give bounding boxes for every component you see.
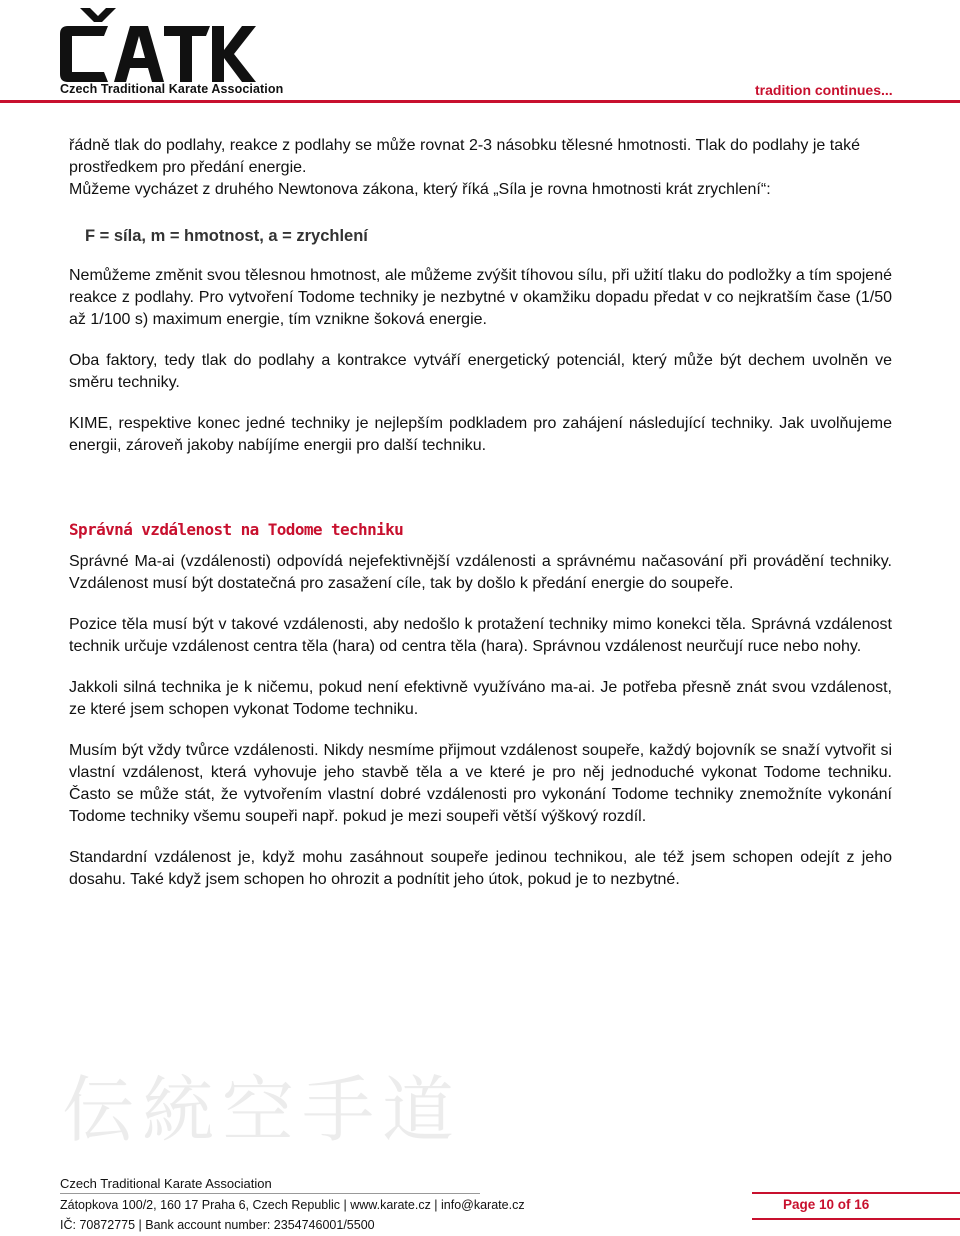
- logo-text: Czech Traditional Karate Association: [60, 82, 284, 96]
- page-box-top-rule: [752, 1192, 960, 1194]
- paragraph: řádně tlak do podlahy, reakce z podlahy se může rovnat 2-3 násobku tělesné hmotnosti. Tlak do podlahy je také prostředkem pro předání energie.: [69, 137, 860, 176]
- paragraph: Standardní vzdálenost je, když mohu zasáhnout soupeře jedinou technikou, ale též jsem schopen odejít z jeho dosahu. Také když jsem schopen ho ohrozit a podnítit jeho útok, pokud je to nezbytné.: [69, 849, 892, 888]
- section-title: Správná vzdálenost na Todome techniku: [69, 520, 404, 539]
- paragraph: Nemůžeme změnit svou tělesnou hmotnost, ale můžeme zvýšit tíhovou sílu, při užití tlaku do podložky a tím spojené reakce z podlahy. Pro vytvoření Todome techniky je nezbytné v okamžiku dopadu předat v co nejkratším čase (1/50 až 1/100 s) maximum energie, tím vznikne šoková energie.: [69, 267, 892, 328]
- paragraph: Pozice těla musí být v takové vzdálenosti, aby nedošlo k protažení techniky mimo konekci těla. Správná vzdálenost technik určuje vzdálenost centra těla (hara) od centra těla (hara). Správnou vzdálenost neurčují ruce nebo nohy.: [69, 616, 892, 655]
- page-number: Page 10 of 16: [783, 1197, 870, 1212]
- formula-line: F = síla, m = hmotnost, a = zrychlení: [85, 227, 368, 245]
- document-body: [69, 135, 892, 891]
- paragraph: Musím být vždy tvůrce vzdálenosti. Nikdy nesmíme přijmout vzdálenost soupeře, každý bojovník se snaží vytvořit si vlastní vzdálenost, která vyhovuje jeho stavbě těla a ve které je pro něj jednoduché vykonat Todome techniku. Často se může stát, že vytvořením vlastní dobré vzdálenosti pro vykonání Todome techniky znemožníte vykonání Todome techniky všemu soupeři např. pokud je mezi soupeři větší výškový rozdíl.: [69, 742, 892, 825]
- paragraph: KIME, respektive konec jedné techniky je nejlepším podkladem pro zahájení následující techniky. Jak uvolňujeme energii, zároveň jakoby nabíjíme energii pro další techniku.: [69, 415, 892, 454]
- paragraph: Oba faktory, tedy tlak do podlahy a kontrakce vytváří energetický potenciál, který může být dechem uvolněn ve směru techniky.: [69, 352, 892, 391]
- footer-ids: IČ: 70872775 | Bank account number: 2354746001/5500: [60, 1218, 375, 1232]
- header-divider: [0, 100, 960, 103]
- paragraph: Můžeme vycházet z druhého Newtonova zákona, který říká „Síla je rovna hmotnosti krát zrychlení“:: [69, 181, 771, 198]
- page-footer: [0, 1168, 960, 1236]
- footer-address: Zátopkova 100/2, 160 17 Praha 6, Czech Republic | www.karate.cz | info@karate.cz: [60, 1198, 525, 1212]
- page-header: [0, 0, 960, 104]
- tagline: tradition continues...: [755, 82, 893, 98]
- footer-org: Czech Traditional Karate Association: [60, 1176, 272, 1191]
- catk-logo-icon: [58, 6, 258, 82]
- footer-divider: [60, 1193, 480, 1194]
- paragraph: Správné Ma-ai (vzdálenosti) odpovídá nejefektivnější vzdálenosti a správnému načasování při provádění techniky. Vzdálenost musí být dostatečná pro zasažení cíle, tak by došlo k předání energie do soupeře.: [69, 553, 892, 592]
- calligraphy-watermark-icon: 伝統空手道: [62, 1068, 463, 1152]
- page-box-bottom-rule: [752, 1218, 960, 1220]
- paragraph: Jakkoli silná technika je k ničemu, pokud není efektivně využíváno ma-ai. Je potřeba přesně znát svou vzdálenost, ze které jsem schopen vykonat Todome techniku.: [69, 679, 892, 718]
